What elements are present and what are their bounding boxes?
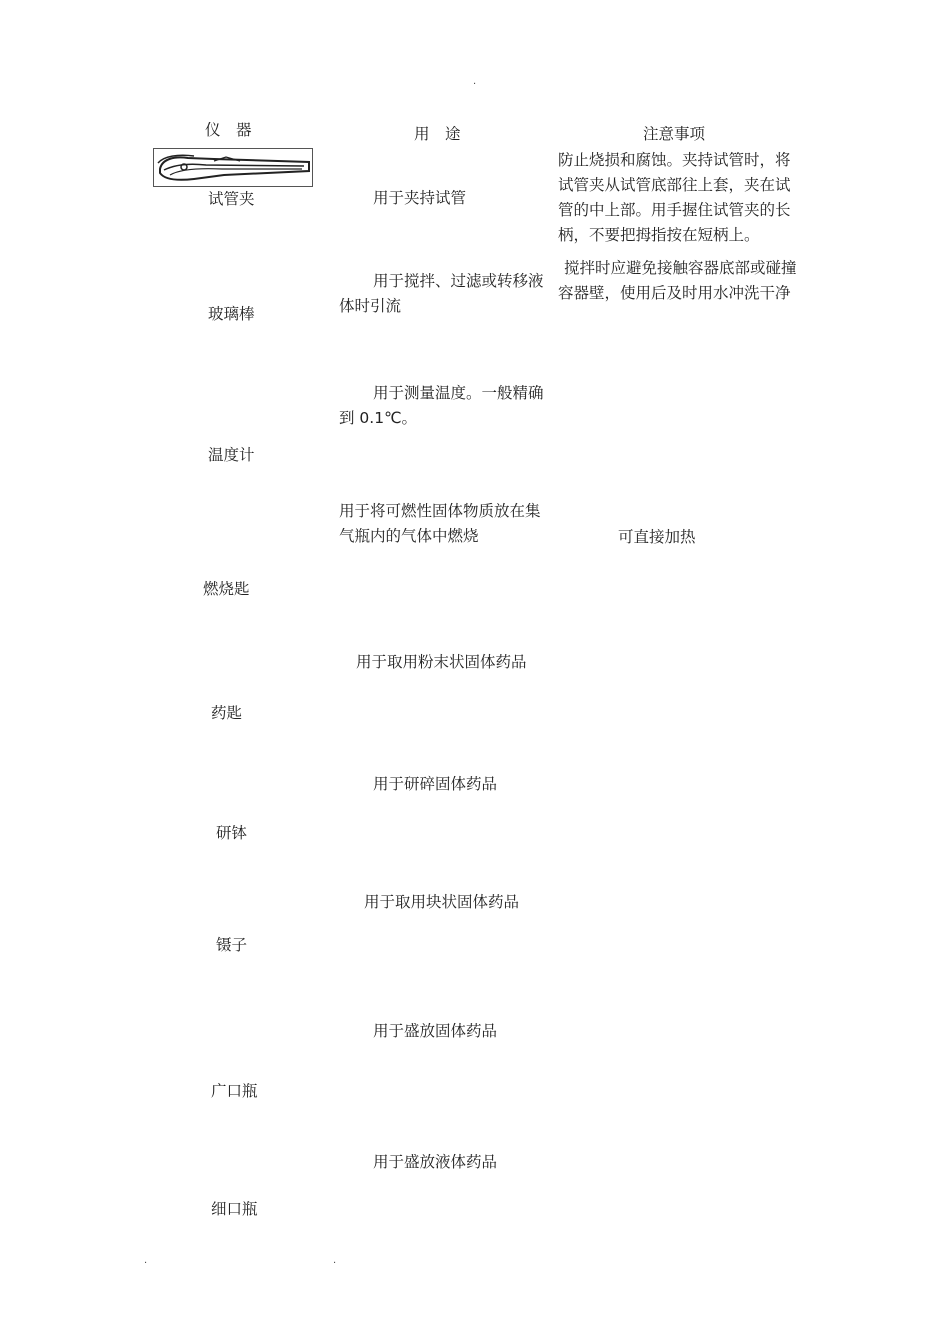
instrument-name-mortar: 研钵 bbox=[216, 824, 248, 842]
header-instrument: 仪 器 bbox=[205, 121, 252, 139]
usage-glass-rod: 用于搅拌、过滤或转移液体时引流 bbox=[339, 272, 544, 315]
instrument-name-glass-rod: 玻璃棒 bbox=[208, 305, 255, 323]
bottom-page-mark-left: . bbox=[144, 1255, 148, 1266]
instrument-name-tweezers: 镊子 bbox=[216, 936, 248, 954]
notes-combustion-spoon: 可直接加热 bbox=[618, 528, 696, 546]
usage-thermometer: 用于测量温度。一般精确到 0.1℃。 bbox=[339, 384, 544, 427]
notes-glass-rod: 搅拌时应避免接触容器底部或碰撞容器壁，使用后及时用水冲洗干净 bbox=[558, 259, 797, 302]
instrument-name-narrow-mouth-bottle: 细口瓶 bbox=[211, 1200, 258, 1218]
usage-combustion-spoon: 用于将可燃性固体物质放在集气瓶内的气体中燃烧 bbox=[339, 502, 541, 545]
bottom-page-mark-right: . bbox=[333, 1255, 337, 1266]
header-usage: 用 途 bbox=[414, 125, 461, 143]
usage-wide-mouth-bottle: 用于盛放固体药品 bbox=[373, 1022, 498, 1040]
usage-mortar: 用于研碎固体药品 bbox=[373, 775, 498, 793]
header-notes: 注意事项 bbox=[643, 125, 706, 143]
usage-narrow-mouth-bottle: 用于盛放液体药品 bbox=[373, 1153, 498, 1171]
test-tube-clamp-icon bbox=[153, 148, 313, 187]
usage-medicine-spoon: 用于取用粉末状固体药品 bbox=[356, 653, 527, 671]
top-page-mark: . bbox=[473, 76, 477, 87]
instrument-name-combustion-spoon: 燃烧匙 bbox=[203, 580, 250, 598]
instrument-name-wide-mouth-bottle: 广口瓶 bbox=[211, 1082, 258, 1100]
instrument-name-medicine-spoon: 药匙 bbox=[211, 704, 243, 722]
usage-test-tube-clamp: 用于夹持试管 bbox=[373, 189, 467, 207]
usage-tweezers: 用于取用块状固体药品 bbox=[364, 893, 520, 911]
instrument-name-test-tube-clamp: 试管夹 bbox=[208, 190, 255, 208]
notes-test-tube-clamp: 防止烧损和腐蚀。夹持试管时，将试管夹从试管底部往上套，夹在试管的中上部。用手握住试管夹的长柄，不要把拇指按在短柄上。 bbox=[558, 151, 791, 244]
instrument-name-thermometer: 温度计 bbox=[208, 446, 255, 464]
